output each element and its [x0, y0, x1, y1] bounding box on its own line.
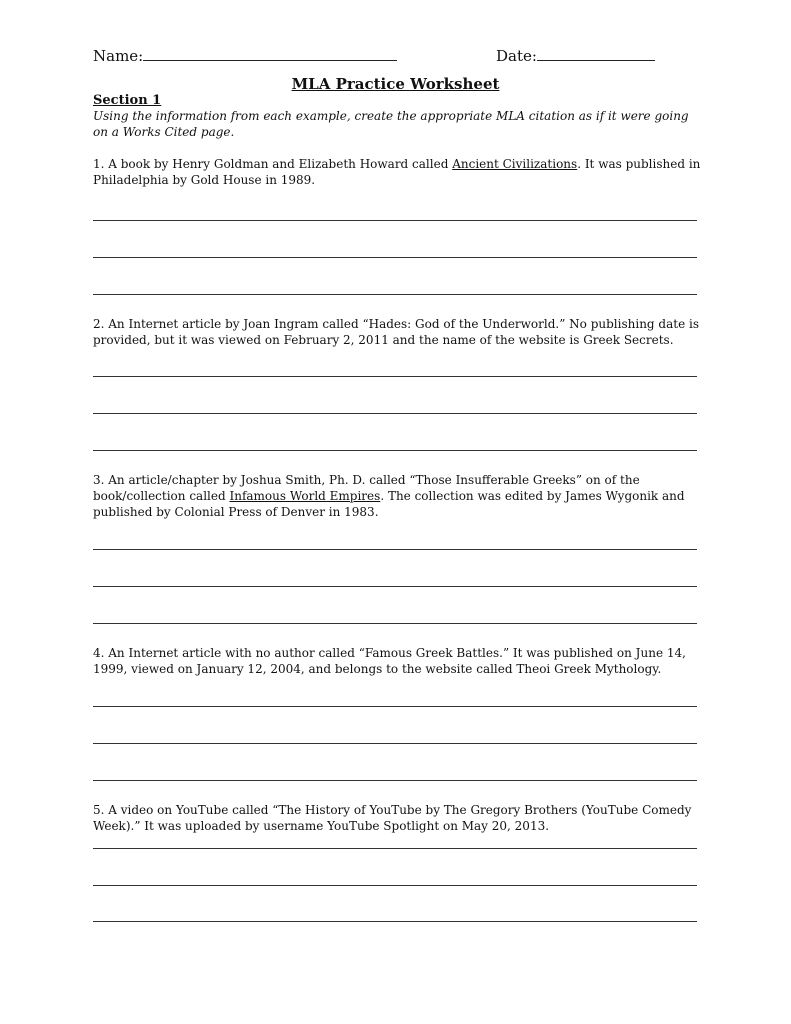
name-field[interactable]: [93, 46, 397, 65]
answer-line[interactable]: [93, 848, 697, 849]
answer-line[interactable]: [93, 743, 697, 744]
answer-line[interactable]: [93, 586, 697, 587]
question-text: . The collection was edited by James Wygonik and published by Colonial Press of Denver in 1983.: [93, 489, 685, 519]
date-label: Date:: [496, 47, 537, 65]
answer-line[interactable]: [93, 623, 697, 624]
answer-line[interactable]: [93, 885, 697, 886]
answer-line[interactable]: [93, 220, 697, 221]
name-label: Name:: [93, 47, 144, 65]
underlined-title: Infamous World Empires: [229, 489, 381, 503]
answer-line[interactable]: [93, 257, 697, 258]
date-blank[interactable]: [537, 46, 655, 61]
answer-line[interactable]: [93, 549, 697, 550]
answer-line[interactable]: [93, 706, 697, 707]
worksheet-title: MLA Practice Worksheet: [291, 75, 500, 93]
section-heading: Section 1: [93, 93, 162, 108]
question-4: [93, 645, 703, 677]
answer-line[interactable]: [93, 921, 697, 922]
answer-line[interactable]: [93, 413, 697, 414]
question-text: 5. A video on YouTube called “The History of YouTube by The Gregory Brothers (YouTube Comedy Week).” It was uploaded by username YouTube Spotlight on May 20, 2013.: [93, 803, 692, 833]
question-text: 4. An Internet article with no author called “Famous Greek Battles.” It was published on June 14, 1999, viewed on January 12, 2004, and belongs to the website called Theoi Greek Mythology.: [93, 646, 686, 676]
question-text: . It was published in Philadelphia by Gold House in 1989.: [93, 157, 701, 187]
answer-line[interactable]: [93, 376, 697, 377]
question-1: [93, 156, 703, 188]
name-blank[interactable]: [143, 46, 397, 61]
underlined-title: Ancient Civilizations: [452, 157, 578, 171]
answer-line[interactable]: [93, 450, 697, 451]
question-text: 2. An Internet article by Joan Ingram called “Hades: God of the Underworld.” No publishing date is provided, but it was viewed on February 2, 2011 and the name of the website is Greek Secrets.: [93, 317, 699, 347]
question-2: [93, 316, 703, 348]
answer-line[interactable]: [93, 780, 697, 781]
question-text: 3. An article/chapter by Joshua Smith, Ph. D. called “Those Insufferable Greeks” on of the book/collection called: [93, 473, 640, 503]
date-field[interactable]: [496, 46, 655, 65]
section-instructions: Using the information from each example, create the appropriate MLA citation as if it were going on a Works Cited page.: [93, 109, 689, 139]
question-text: 1. A book by Henry Goldman and Elizabeth Howard called: [93, 157, 453, 171]
question-3: [93, 472, 703, 520]
answer-line[interactable]: [93, 294, 697, 295]
question-5: [93, 802, 703, 834]
